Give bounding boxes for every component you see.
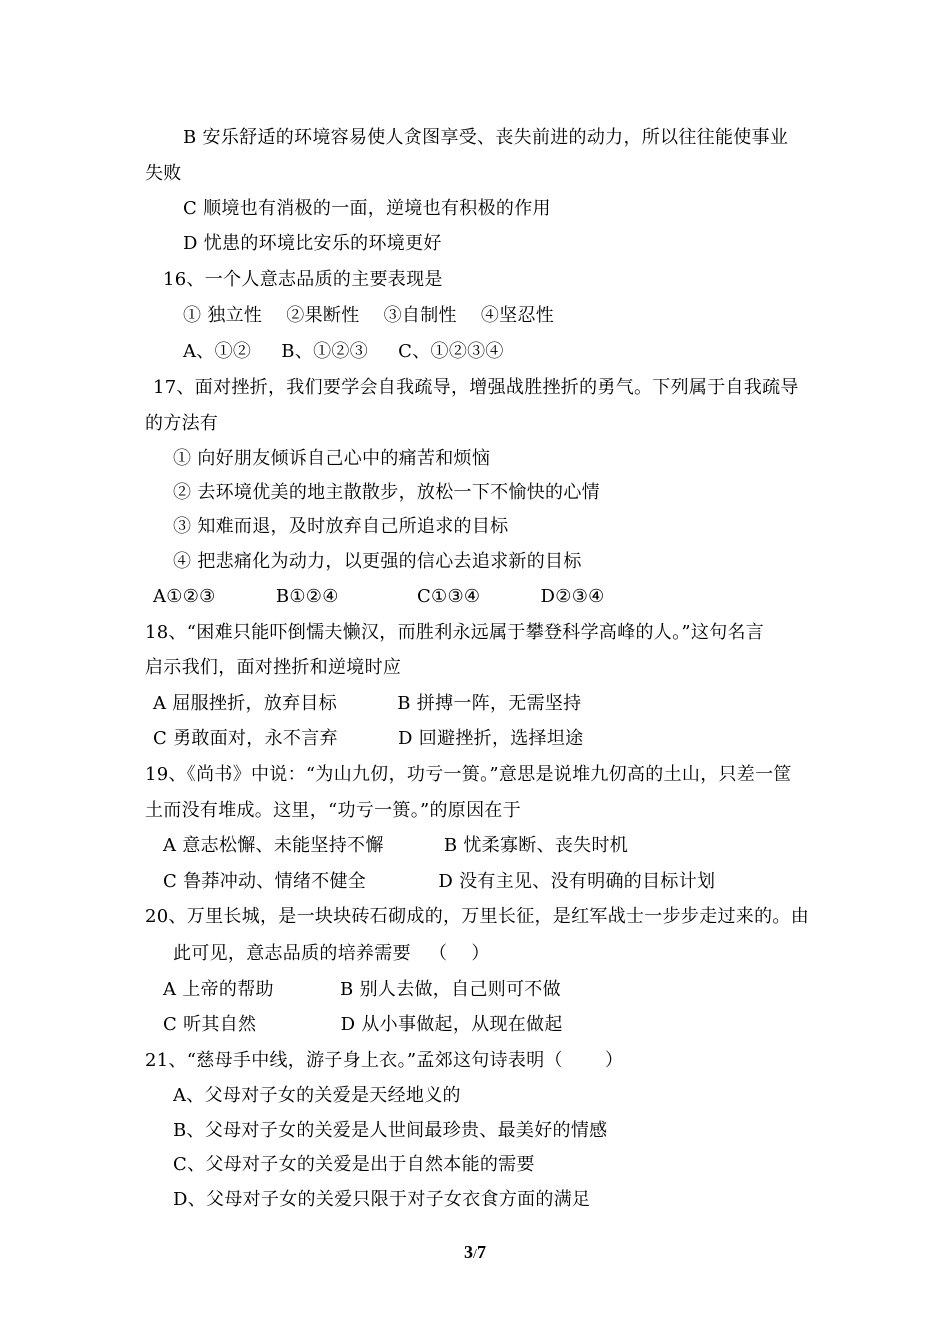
q21-option-c: C、父母对子女的关爱是出于自然本能的需要 [173, 1154, 535, 1175]
q16-stem: 16、一个人意志品质的主要表现是 [163, 269, 443, 290]
q15-option-c: C 顺境也有消极的一面，逆境也有积极的作用 [183, 198, 551, 219]
q20-choices-cd: C 听其自然 D 从小事做起，从现在做起 [163, 1014, 563, 1035]
page-current: 3 [464, 1242, 474, 1262]
q21-option-d: D、父母对子女的关爱只限于对子女衣食方面的满足 [173, 1189, 591, 1210]
q15-option-b-line1: B 安乐舒适的环境容易使人贪图享受、丧失前进的动力，所以往往能使事业 [183, 127, 789, 148]
q15-option-b-line2: 失败 [145, 163, 182, 184]
q17-item-1: ① 向好朋友倾诉自己心中的痛苦和烦恼 [173, 448, 491, 469]
q18-choices-cd: C 勇敢面对，永不言弃 D 回避挫折，选择坦途 [153, 728, 584, 749]
page-number [0, 1242, 950, 1263]
q21-stem: 21、“慈母手中线，游子身上衣。”孟郊这句诗表明（ ） [145, 1050, 624, 1071]
q18-stem-line2: 启示我们，面对挫折和逆境时应 [145, 657, 402, 678]
q15-option-d: D 忧患的环境比安乐的环境更好 [183, 233, 442, 254]
q20-stem-line1: 20、万里长城，是一块块砖石砌成的，万里长征，是红军战士一步步走过来的。由 [145, 906, 810, 927]
page-separator: / [473, 1247, 477, 1262]
q18-choices-ab: A 屈服挫折，放弃目标 B 拼搏一阵，无需坚持 [153, 693, 582, 714]
q19-choices-ab: A 意志松懈、未能坚持不懈 B 忧柔寡断、丧失时机 [163, 835, 629, 856]
q16-items: ① 独立性 ②果断性 ③自制性 ④坚忍性 [183, 305, 555, 326]
q19-choices-cd: C 鲁莽冲动、情绪不健全 D 没有主见、没有明确的目标计划 [163, 871, 716, 892]
q17-item-2: ② 去环境优美的地主散散步，放松一下不愉快的心情 [173, 482, 600, 503]
q21-option-b: B、父母对子女的关爱是人世间最珍贵、最美好的情感 [173, 1120, 608, 1141]
q17-item-4: ④ 把悲痛化为动力，以更强的信心去追求新的目标 [173, 551, 582, 572]
page-total: 7 [476, 1242, 486, 1262]
q16-choices: A、①② B、①②③ C、①②③④ [183, 341, 504, 362]
q17-stem-line2: 的方法有 [145, 413, 219, 434]
q20-stem-line2: 此可见，意志品质的培养需要 （ ） [173, 943, 490, 964]
q19-stem-line2: 土而没有堆成。这里，“功亏一篑。”的原因在于 [145, 800, 522, 821]
q21-option-a: A、父母对子女的关爱是天经地义的 [173, 1085, 461, 1106]
q19-stem-line1: 19、《尚书》中说：“为山九仞，功亏一篑。”意思是说堆九仞高的土山，只差一筐 [145, 764, 792, 785]
q17-stem-line1: 17、面对挫折，我们要学会自我疏导，增强战胜挫折的勇气。下列属于自我疏导 [153, 377, 799, 398]
q17-item-3: ③ 知难而退，及时放弃自己所追求的目标 [173, 516, 509, 537]
q17-choices: A①②③ B①②④ C①③④ D②③④ [153, 586, 605, 607]
q20-choices-ab: A 上帝的帮助 B 别人去做，自己则可不做 [163, 979, 561, 1000]
q18-stem-line1: 18、“困难只能吓倒懦夫懒汉，而胜利永远属于攀登科学高峰的人。”这句名言 [145, 622, 765, 643]
